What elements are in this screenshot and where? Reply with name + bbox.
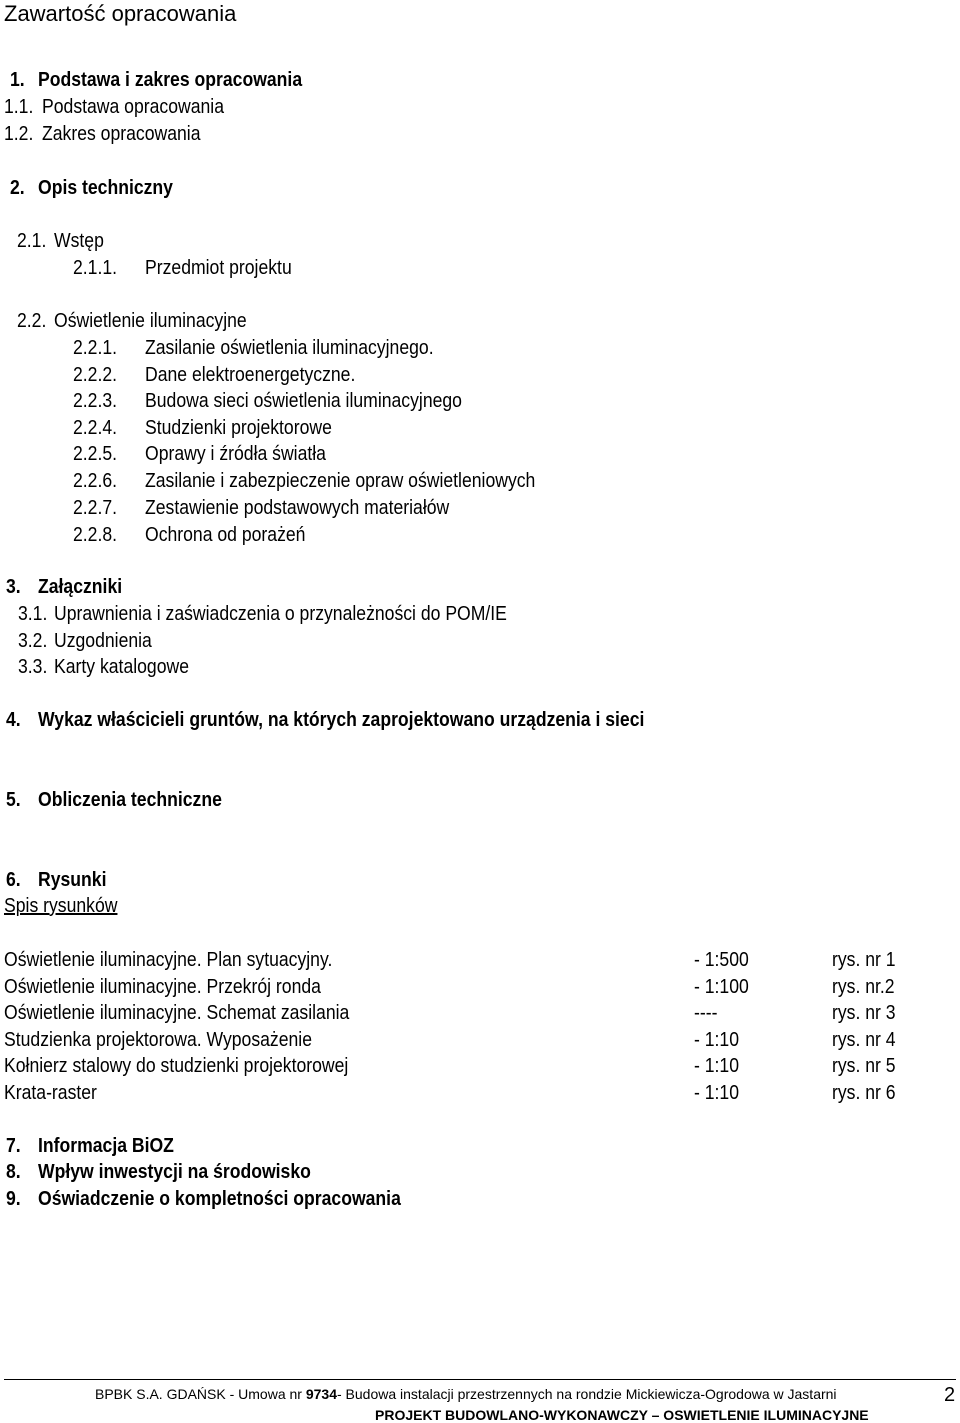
drawing-scale: - 1:10 — [694, 1029, 740, 1051]
item-3-2-number: 3.2. — [18, 630, 48, 652]
footer-company: BPBK S.A. GDAŃSK - Umowa nr — [95, 1386, 306, 1402]
drawing-ref: rys. nr.2 — [832, 976, 895, 998]
footer-line-1 — [95, 1387, 837, 1401]
section-2-2-title: Oświetlenie iluminacyjne — [54, 310, 247, 332]
item-2-2-7-number: 2.2.7. — [73, 497, 118, 519]
item-2-1-1-label: Przedmiot projektu — [145, 257, 292, 279]
drawing-scale: - 1:500 — [694, 949, 749, 971]
item-1-1-label: Podstawa opracowania — [42, 96, 224, 118]
item-2-2-5-number: 2.2.5. — [73, 443, 118, 465]
drawing-scale: - 1:10 — [694, 1082, 740, 1104]
item-2-2-7-label: Zestawienie podstawowych materiałów — [145, 497, 450, 519]
drawing-scale: ---- — [694, 1002, 718, 1024]
section-9-title: Oświadczenie o kompletności opracowania — [38, 1188, 401, 1210]
section-2-1-title: Wstęp — [54, 230, 104, 252]
drawing-ref: rys. nr 3 — [832, 1002, 896, 1024]
drawing-ref: rys. nr 1 — [832, 949, 896, 971]
section-3-title: Załączniki — [38, 576, 123, 598]
item-3-1-number: 3.1. — [18, 603, 48, 625]
item-3-3-number: 3.3. — [18, 656, 48, 678]
item-1-1-number: 1.1. — [4, 96, 34, 118]
item-1-2-number: 1.2. — [4, 123, 34, 145]
item-2-2-3-number: 2.2.3. — [73, 390, 118, 412]
drawing-ref: rys. nr 6 — [832, 1082, 896, 1104]
item-2-2-1-number: 2.2.1. — [73, 337, 118, 359]
item-2-2-2-number: 2.2.2. — [73, 364, 118, 386]
footer-line-2: PROJEKT BUDOWLANO-WYKONAWCZY – OSWIETLENIE ILUMINACYJNE — [375, 1407, 869, 1423]
section-2-2-number: 2.2. — [17, 310, 47, 332]
item-3-1-label: Uprawnienia i zaświadczenia o przynależności do POM/IE — [54, 603, 507, 625]
section-7-number: 7. — [6, 1135, 21, 1157]
section-6-title: Rysunki — [38, 869, 107, 891]
section-5-number: 5. — [6, 789, 21, 811]
item-2-2-4-label: Studzienki projektorowe — [145, 417, 332, 439]
drawing-name: Studzienka projektorowa. Wyposażenie — [4, 1029, 313, 1051]
footer-contract-number: 9734 — [305, 1386, 337, 1402]
footer-divider — [4, 1379, 956, 1380]
item-2-1-1-number: 2.1.1. — [73, 257, 118, 279]
item-2-2-3-label: Budowa sieci oświetlenia iluminacyjnego — [145, 390, 462, 412]
item-2-2-4-number: 2.2.4. — [73, 417, 118, 439]
section-1-title: Podstawa i zakres opracowania — [38, 69, 303, 91]
drawing-ref: rys. nr 5 — [832, 1055, 896, 1077]
item-2-2-5-label: Oprawy i źródła światła — [145, 443, 326, 465]
section-7-title: Informacja BiOZ — [38, 1135, 174, 1157]
section-9-number: 9. — [6, 1188, 21, 1210]
item-2-2-8-label: Ochrona od porażeń — [145, 524, 306, 546]
item-2-2-2-label: Dane elektroenergetyczne. — [145, 364, 356, 386]
drawing-name: Oświetlenie iluminacyjne. Plan sytuacyjny. — [4, 949, 333, 971]
drawing-scale: - 1:10 — [694, 1055, 740, 1077]
drawing-name: Oświetlenie iluminacyjne. Schemat zasilania — [4, 1002, 350, 1024]
drawing-ref: rys. nr 4 — [832, 1029, 896, 1051]
drawing-name: Oświetlenie iluminacyjne. Przekrój ronda — [4, 976, 321, 998]
item-3-3-label: Karty katalogowe — [54, 656, 190, 678]
item-2-2-6-number: 2.2.6. — [73, 470, 118, 492]
drawing-name: Kołnierz stalowy do studzienki projektorowej — [4, 1055, 349, 1077]
section-8-title: Wpływ inwestycji na środowisko — [38, 1161, 311, 1183]
drawings-list-heading: Spis rysunków — [4, 895, 118, 917]
section-5-title: Obliczenia techniczne — [38, 789, 222, 811]
section-6-number: 6. — [6, 869, 21, 891]
section-8-number: 8. — [6, 1161, 21, 1183]
section-4-title: Wykaz właścicieli gruntów, na których zaprojektowano urządzenia i sieci — [38, 709, 645, 731]
drawing-name: Krata-raster — [4, 1082, 97, 1104]
item-2-2-8-number: 2.2.8. — [73, 524, 118, 546]
item-2-2-1-label: Zasilanie oświetlenia iluminacyjnego. — [145, 337, 434, 359]
drawing-scale: - 1:100 — [694, 976, 749, 998]
section-3-number: 3. — [6, 576, 21, 598]
section-4-number: 4. — [6, 709, 21, 731]
item-2-2-6-label: Zasilanie i zabezpieczenie opraw oświetleniowych — [145, 470, 536, 492]
item-3-2-label: Uzgodnienia — [54, 630, 152, 652]
section-2-title: Opis techniczny — [38, 177, 173, 199]
section-1-number: 1. — [10, 69, 25, 91]
section-2-1-number: 2.1. — [17, 230, 47, 252]
item-1-2-label: Zakres opracowania — [42, 123, 201, 145]
section-2-number: 2. — [10, 177, 25, 199]
page-number: 2 — [944, 1384, 956, 1406]
page-title: Zawartość opracowania — [4, 1, 237, 26]
footer-project-title: - Budowa instalacji przestrzennych na rondzie Mickiewicza-Ogrodowa w Jastarni — [337, 1386, 837, 1402]
